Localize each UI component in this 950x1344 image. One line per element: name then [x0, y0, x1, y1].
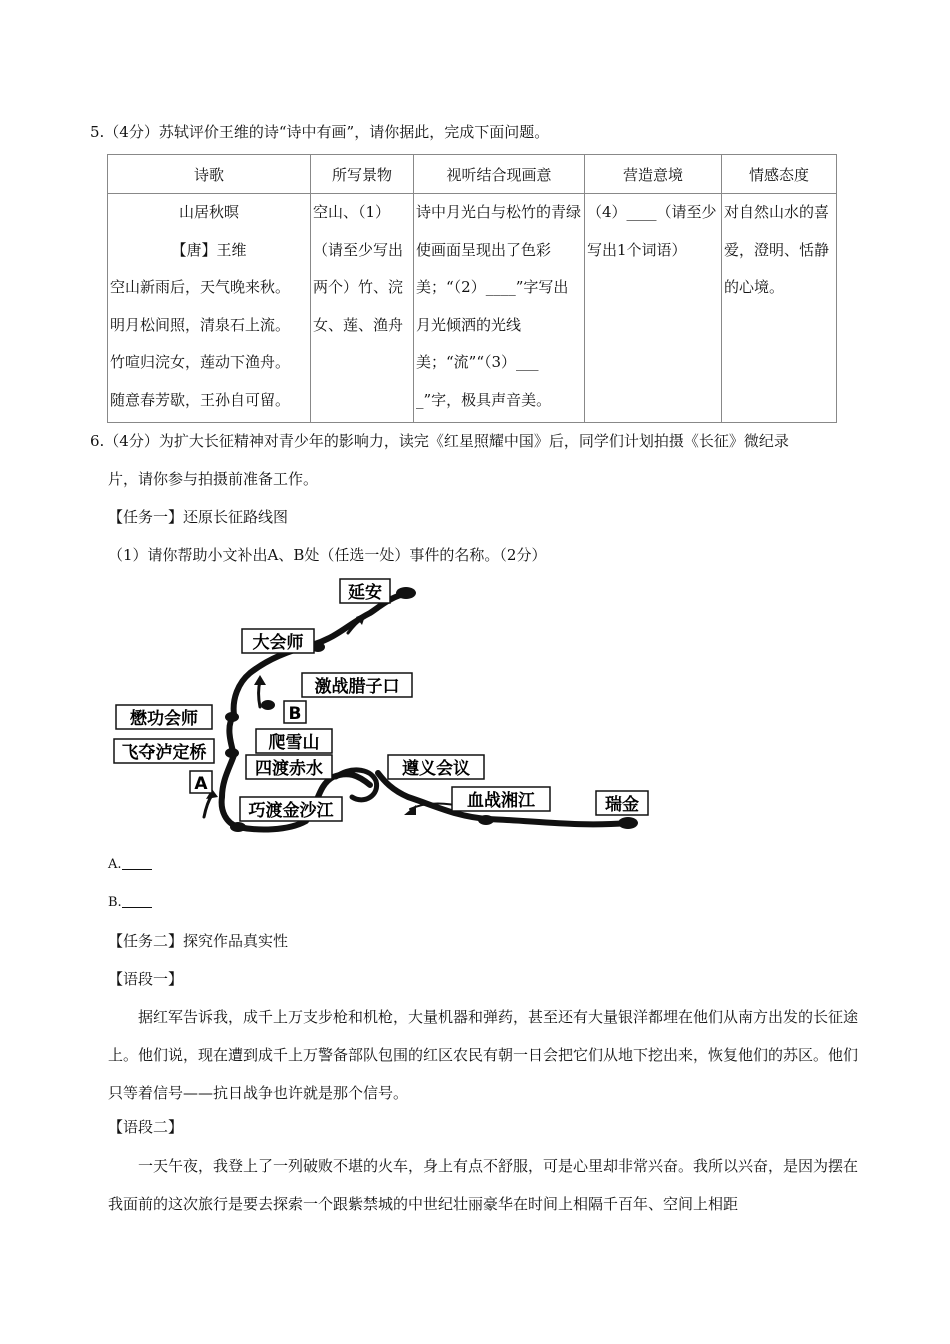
- emotion-cell: 对自然山水的喜爱，澄明、恬静的心境。: [722, 194, 837, 423]
- seg2-text: 一天午夜，我登上了一列破败不堪的火车，身上有点不舒服，可是心里却非常兴奋。我所以兴奋，是因为摆在我面前的这次旅行是要去探索一个跟紫禁城的中世纪壮丽豪华在时间上相隔千百年、空间上相距: [108, 1157, 859, 1213]
- seg1-text: 据红军告诉我，成千上万支步枪和机枪，大量机器和弹药，甚至还有大量银洋都埋在他们从南方出发的长征途上。他们说，现在遭到成千上万警备部队包围的红区农民有朝一日会把它们从地下挖出来，恢复他们的苏区。他们只等着信号——抗日战争也许就是那个信号。: [108, 1008, 859, 1102]
- map-label-paxueshan: 爬雪山: [268, 733, 320, 753]
- route-arrow-icon: [254, 675, 266, 685]
- map-label-a: A: [194, 774, 208, 794]
- map-label-b: B: [288, 704, 302, 724]
- task2-title: 【任务二】探究作品真实性: [108, 932, 289, 950]
- route-node: [478, 815, 494, 825]
- header-poem: 诗歌: [108, 155, 311, 194]
- mood-cell: （4）____（请至少写出1个词语）: [585, 194, 722, 423]
- header-scenery: 所写景物: [311, 155, 414, 194]
- poem-line: 随意春芳歇，王孙自可留。: [110, 390, 291, 409]
- poem-line: 竹喧归浣女，莲动下渔舟。: [110, 353, 291, 371]
- seg2-title: 【语段二】: [108, 1118, 184, 1136]
- poem-line: 空山新雨后，天气晚来秋。: [110, 278, 291, 296]
- header-mood: 营造意境: [585, 155, 722, 194]
- route-arrow-icon: [404, 805, 416, 815]
- table-header-row: [108, 155, 837, 194]
- seg1-title: 【语段一】: [108, 970, 184, 988]
- map-label-lazikou: 激战腊子口: [314, 677, 400, 697]
- answer-b-blank[interactable]: [122, 894, 152, 908]
- answer-b-label: B.: [108, 895, 122, 910]
- q5-stem: 5.（4分）苏轼评价王维的诗“诗中有画”，请你据此，完成下面问题。: [90, 123, 550, 141]
- map-label-luding: 飞夺泸定桥: [121, 743, 207, 763]
- poem-title: 山居秋暝: [178, 203, 239, 221]
- poem-author: 【唐】王维: [171, 240, 247, 259]
- poem-cell: [108, 194, 311, 423]
- poem-line: 明月松间照，清泉石上流。: [110, 315, 291, 334]
- route-node: [618, 817, 638, 829]
- header-emotion: 情感态度: [722, 155, 837, 194]
- task1-title: 【任务一】还原长征路线图: [108, 508, 289, 526]
- map-label-ruijin: 瑞金: [605, 795, 639, 815]
- audiovisual-cell: 诗中月光白与松竹的青绿使画面呈现出了色彩美；“（2）____”字写出月光倾洒的光线美；“流”“（3）____”字，极具声音美。: [414, 194, 585, 423]
- map-label-sidu: 四渡赤水: [255, 759, 323, 779]
- route-node: [225, 748, 239, 758]
- map-label-xiangjiang: 血战湘江: [467, 791, 535, 811]
- map-label-yanan: 延安: [348, 583, 382, 603]
- answer-b-row: [108, 894, 152, 910]
- map-label-dahuishi: 大会师: [252, 633, 304, 653]
- poem-table: [107, 154, 837, 423]
- q6-stem-line2: 片，请你参与拍摄前准备工作。: [108, 470, 319, 488]
- route-node: [396, 587, 416, 599]
- route-node: [225, 712, 239, 722]
- table-row: [108, 194, 837, 423]
- answer-a-label: A.: [108, 857, 122, 872]
- map-label-zunyi: 遵义会议: [402, 759, 470, 779]
- scenery-cell: 空山、（1）（请至少写出两个）竹、浣女、莲、渔舟: [311, 194, 414, 423]
- long-march-route-map: [108, 575, 653, 845]
- header-audiovisual: 视听结合现画意: [414, 155, 585, 194]
- route-node: [261, 700, 275, 710]
- q6-stem-line1: 6.（4分）为扩大长征精神对青少年的影响力，读完《红星照耀中国》后，同学们计划拍摄《长征》微纪录: [90, 432, 789, 450]
- map-label-maogong: 懋功会师: [130, 709, 198, 729]
- answer-a-blank[interactable]: [122, 856, 152, 870]
- map-label-jinsha: 巧渡金沙江: [248, 801, 334, 821]
- route-node: [230, 822, 246, 832]
- task1-question: （1）请你帮助小文补出A、B处（任选一处）事件的名称。（2分）: [108, 546, 547, 564]
- answer-a-row: [108, 856, 152, 872]
